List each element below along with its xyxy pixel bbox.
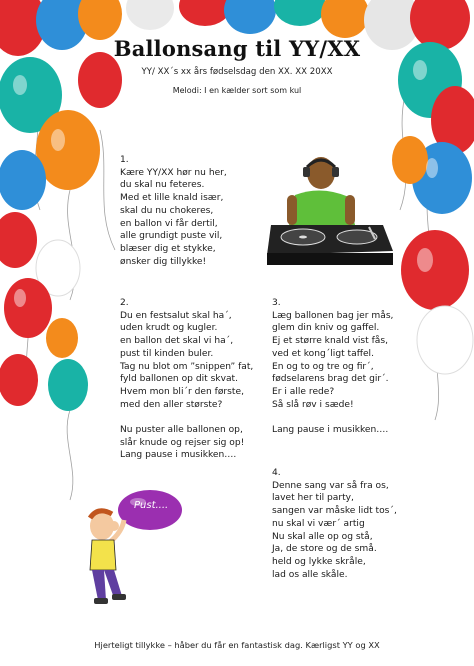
verse-line: Nu skal alle op og stå, xyxy=(272,531,373,542)
dj-illustration xyxy=(265,155,395,270)
verse-line: held og lykke skråle, xyxy=(272,556,366,567)
verse-line: Hvem mon bli´r den første, xyxy=(120,386,244,397)
verse-line: lad os alle skåle. xyxy=(272,569,348,580)
verse-line: du skal nu feteres. xyxy=(120,180,205,191)
balloon xyxy=(0,212,37,268)
melody-note: Melodi: I en kælder sort som kul xyxy=(172,86,302,95)
verse-line: Ej et større knald vist fås, xyxy=(272,336,388,347)
verse-4 xyxy=(272,467,397,581)
verse-instruction: slår knude og rejser sig op! xyxy=(120,437,245,448)
verse-line: Kære YY/XX hør nu her, xyxy=(120,167,227,178)
verse-line: alle grundigt puste vil, xyxy=(120,231,223,242)
verse-line: sangen var måske lidt tos´, xyxy=(272,506,397,517)
balloon xyxy=(126,0,174,30)
balloon xyxy=(0,150,46,210)
page-title: Ballonsang til YY/XX xyxy=(113,36,361,61)
verse-line: en ballon vi får dertil, xyxy=(120,218,218,229)
verse-line: fødselarens brag det gir´. xyxy=(272,374,389,385)
verse-line: En og to og tre og fir´, xyxy=(272,361,374,372)
verse-line: Ja, de store og de små. xyxy=(272,544,377,555)
verse-number: 3. xyxy=(272,298,281,308)
verse-line: uden krudt og kugler. xyxy=(120,323,218,334)
verse-line: fyld ballonen op dit skvat. xyxy=(120,374,238,385)
verse-line: glem din kniv og gaffel. xyxy=(272,323,380,334)
verse-line: Læg ballonen bag jer mås, xyxy=(272,310,394,321)
balloon xyxy=(46,318,78,358)
verse-number: 1. xyxy=(120,155,129,165)
balloon xyxy=(401,230,469,310)
verse-line: Denne sang var så fra os, xyxy=(272,480,389,491)
verse-line: en ballon det skal vi ha´, xyxy=(120,336,234,347)
balloon xyxy=(0,354,38,406)
verse-line: blæser dig et stykke, xyxy=(120,243,216,254)
balloon xyxy=(48,359,88,411)
balloon xyxy=(4,278,52,338)
verse-line: Tag nu blot om ”snippen” fat, xyxy=(120,361,254,372)
verse-line: nu skal vi vær´ artig xyxy=(272,518,365,529)
balloon xyxy=(417,306,473,374)
verse-3 xyxy=(272,297,393,437)
verse-1 xyxy=(120,154,227,268)
balloon xyxy=(274,0,326,26)
verse-line: ønsker dig tillykke! xyxy=(120,256,207,267)
verse-number: 2. xyxy=(120,298,129,308)
verse-line: pust til kinden buler. xyxy=(120,348,214,359)
balloon xyxy=(392,136,428,184)
verse-instruction: Lang pause i musikken…. xyxy=(272,425,389,436)
verse-line: lavet her til party, xyxy=(272,493,354,504)
verse-line: Du en festsalut skal ha´, xyxy=(120,310,232,321)
verse-line: skal du nu chokeres, xyxy=(120,205,214,216)
verse-instruction: Nu puster alle ballonen op, xyxy=(120,425,243,436)
balloon xyxy=(321,0,369,38)
verse-line: Så slå røv i sæde! xyxy=(272,399,354,410)
subtitle: YY/ XX´s xx års fødselsdag den XX. XX 20XX xyxy=(141,67,333,77)
verse-line: ved et kong´ligt taffel. xyxy=(272,348,374,359)
verse-line: Med et lille knald især, xyxy=(120,193,224,204)
verse-line: med den aller største? xyxy=(120,399,223,410)
verse-number: 4. xyxy=(272,468,281,478)
verse-instruction: Lang pause i musikken…. xyxy=(120,450,237,461)
balloon-label: Pust.... xyxy=(134,500,169,511)
verse-2 xyxy=(120,297,253,462)
footer-greeting: Hjerteligt tillykke – håber du får en fantastisk dag. Kærligst YY og XX xyxy=(94,640,380,650)
balloon xyxy=(224,0,276,34)
balloon xyxy=(179,0,231,26)
verse-line: Er i alle rede? xyxy=(272,386,335,397)
